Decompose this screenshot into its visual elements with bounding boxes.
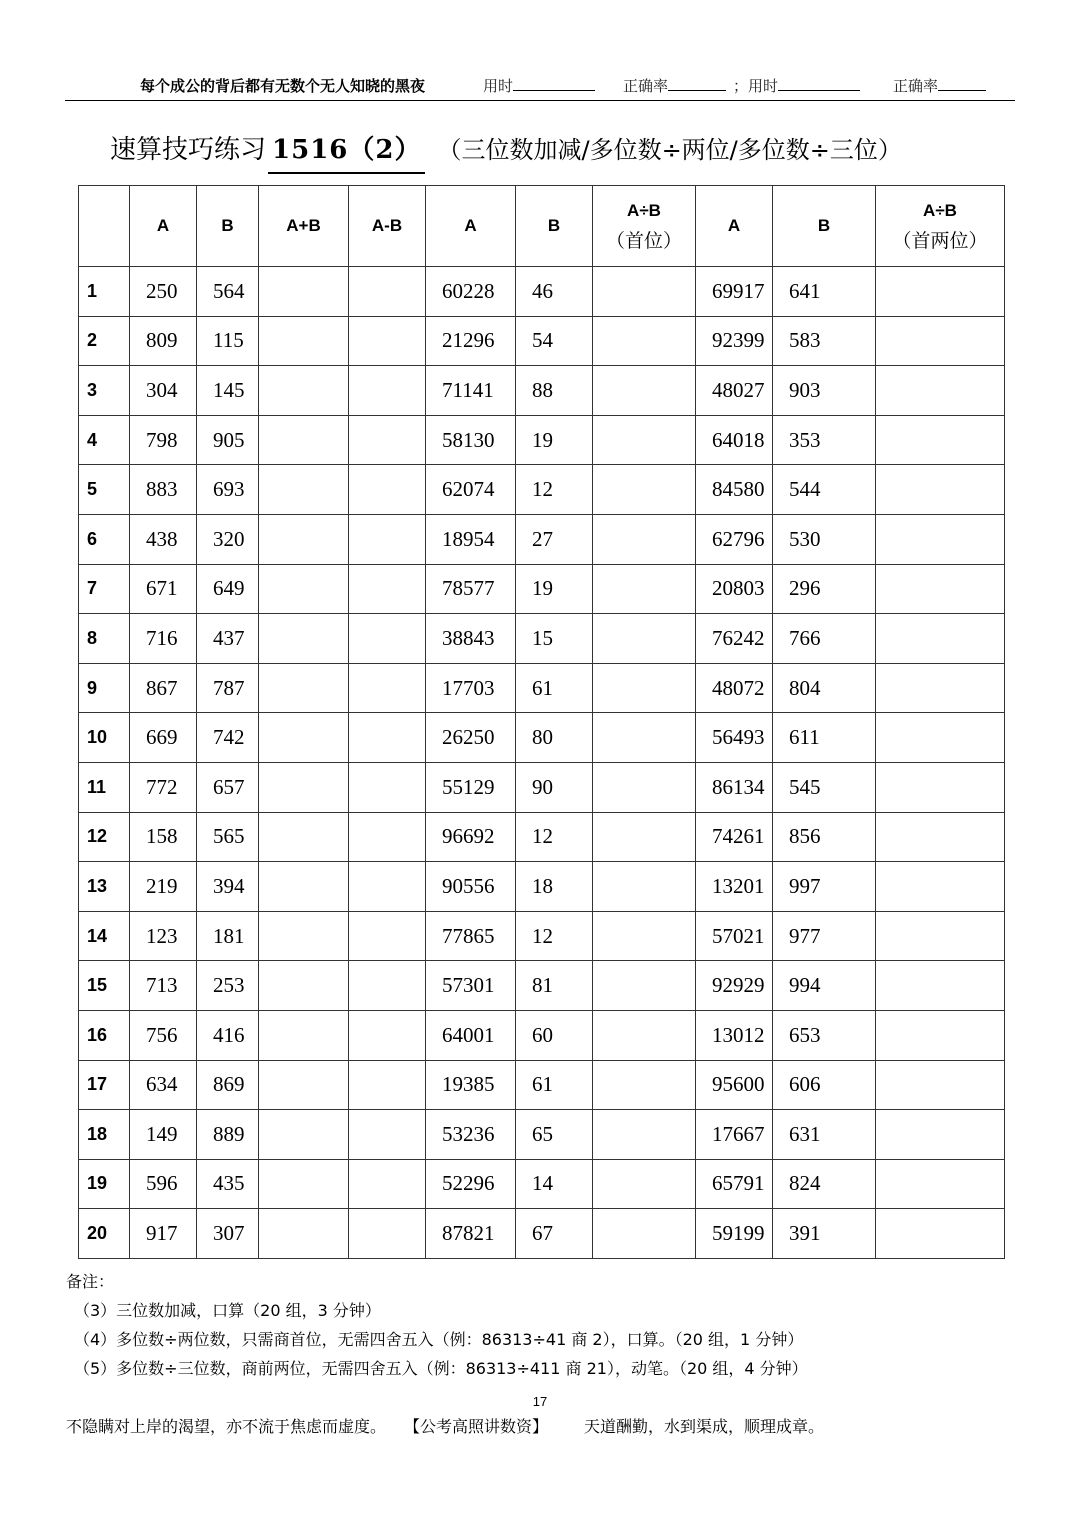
cell-quotient-answer[interactable] [593,862,696,912]
table-row [79,366,1005,416]
cell-a-2: 21296 [426,316,516,366]
time-blank-2[interactable] [778,72,860,91]
cell-sum-answer[interactable] [259,316,349,366]
cell-b-3: 544 [773,465,876,515]
table-row [79,1110,1005,1160]
row-index: 7 [79,564,130,614]
cell-a-2: 38843 [426,614,516,664]
cell-a-2: 26250 [426,713,516,763]
cell-a-3: 86134 [696,762,773,812]
time-blank-1[interactable] [513,72,595,91]
row-index: 6 [79,514,130,564]
cell-quotient-answer-2[interactable] [876,267,1005,317]
cell-b-3: 653 [773,1010,876,1060]
row-index: 18 [79,1110,130,1160]
cell-b-1: 649 [197,564,259,614]
cell-quotient-answer-2[interactable] [876,514,1005,564]
cell-a-2: 64001 [426,1010,516,1060]
cell-a-1: 867 [130,663,197,713]
cell-sum-answer[interactable] [259,1060,349,1110]
cell-a-3: 57021 [696,911,773,961]
table-row [79,316,1005,366]
cell-b-2: 90 [516,762,593,812]
note-line-4: （4）多位数÷两位数，只需商首位，无需四舍五入（例：86313÷41 商 2），口算。（20 组，1 分钟） [74,1330,804,1349]
cell-b-1: 435 [197,1159,259,1209]
cell-b-2: 19 [516,415,593,465]
cell-sum-answer[interactable] [259,1159,349,1209]
table-row [79,614,1005,664]
cell-a-3: 74261 [696,812,773,862]
cell-b-3: 977 [773,911,876,961]
cell-b-1: 145 [197,366,259,416]
cell-quotient-answer-2[interactable] [876,812,1005,862]
cell-quotient-answer-2[interactable] [876,465,1005,515]
notes-heading: 备注： [66,1272,115,1291]
cell-diff-answer[interactable] [349,316,426,366]
cell-b-1: 742 [197,713,259,763]
cell-sum-answer[interactable] [259,1110,349,1160]
cell-a-3: 64018 [696,415,773,465]
cell-a-1: 713 [130,961,197,1011]
cell-a-3: 48027 [696,366,773,416]
cell-quotient-answer-2[interactable] [876,614,1005,664]
accuracy-field-1 [623,72,726,100]
title-subtitle: （三位数加减/多位数÷两位/多位数÷三位） [437,136,902,164]
cell-a-2: 90556 [426,862,516,912]
time-field-2 [733,72,860,100]
cell-b-2: 81 [516,961,593,1011]
note-line-5: （5）多位数÷三位数，商前两位，无需四舍五入（例：86313÷411 商 21），动笔。（20 组，4 分钟） [74,1359,808,1378]
cell-a-3: 95600 [696,1060,773,1110]
cell-quotient-answer-2[interactable] [876,1209,1005,1259]
cell-b-3: 530 [773,514,876,564]
cell-quotient-answer-2[interactable] [876,1010,1005,1060]
cell-a-1: 634 [130,1060,197,1110]
cell-diff-answer[interactable] [349,366,426,416]
row-index: 14 [79,911,130,961]
header-quotient-label: A÷B [627,201,661,220]
cell-b-3: 804 [773,663,876,713]
table-row [79,663,1005,713]
cell-quotient-answer[interactable] [593,465,696,515]
cell-quotient-answer-2[interactable] [876,862,1005,912]
cell-diff-answer[interactable] [349,812,426,862]
accuracy-field-2 [893,72,986,100]
separator: ； [733,77,749,95]
cell-quotient-answer[interactable] [593,614,696,664]
cell-sum-answer[interactable] [259,1010,349,1060]
cell-b-2: 80 [516,713,593,763]
header-diff: A-B [349,186,426,267]
cell-b-3: 631 [773,1110,876,1160]
cell-sum-answer[interactable] [259,614,349,664]
cell-sum-answer[interactable] [259,267,349,317]
cell-sum-answer[interactable] [259,1209,349,1259]
cell-a-1: 438 [130,514,197,564]
header-index [79,186,130,267]
cell-a-2: 96692 [426,812,516,862]
cell-quotient-answer[interactable] [593,366,696,416]
accuracy-blank-2[interactable] [938,72,986,91]
cell-sum-answer[interactable] [259,911,349,961]
row-index: 12 [79,812,130,862]
notes-section [66,1267,808,1383]
header-motto: 每个成公的背后都有无数个无人知晓的黑夜 [140,77,426,95]
cell-quotient-answer[interactable] [593,564,696,614]
cell-b-2: 61 [516,663,593,713]
cell-a-3: 69917 [696,267,773,317]
header-a-3: A [696,186,773,267]
cell-diff-answer[interactable] [349,1209,426,1259]
row-index: 15 [79,961,130,1011]
cell-b-1: 307 [197,1209,259,1259]
cell-quotient-answer-2[interactable] [876,415,1005,465]
cell-b-3: 997 [773,862,876,912]
cell-a-1: 671 [130,564,197,614]
cell-quotient-answer[interactable] [593,762,696,812]
cell-quotient-answer-2[interactable] [876,713,1005,763]
cell-b-1: 889 [197,1110,259,1160]
cell-a-2: 87821 [426,1209,516,1259]
cell-quotient-answer-2[interactable] [876,663,1005,713]
header-b-3: B [773,186,876,267]
header-quotient-first-digit [593,186,696,267]
cell-a-3: 92399 [696,316,773,366]
cell-a-1: 772 [130,762,197,812]
footer-middle: 【公考高照讲数资】 [412,1417,549,1436]
cell-diff-answer[interactable] [349,267,426,317]
time-label-1: 用时 [483,77,514,95]
table-row [79,812,1005,862]
cell-sum-answer[interactable] [259,961,349,1011]
cell-quotient-answer-2[interactable] [876,366,1005,416]
cell-b-2: 54 [516,316,593,366]
cell-b-3: 856 [773,812,876,862]
cell-sum-answer[interactable] [259,514,349,564]
table-row [79,514,1005,564]
cell-sum-answer[interactable] [259,366,349,416]
cell-a-1: 123 [130,911,197,961]
cell-b-2: 65 [516,1110,593,1160]
cell-b-1: 657 [197,762,259,812]
cell-quotient-answer[interactable] [593,1060,696,1110]
cell-a-1: 304 [130,366,197,416]
page-title [110,128,902,174]
cell-quotient-answer-2[interactable] [876,1159,1005,1209]
cell-a-3: 17667 [696,1110,773,1160]
cell-b-1: 787 [197,663,259,713]
cell-quotient-answer-2[interactable] [876,1060,1005,1110]
cell-b-2: 27 [516,514,593,564]
row-index: 11 [79,762,130,812]
cell-quotient-answer[interactable] [593,1159,696,1209]
table-row [79,961,1005,1011]
cell-b-1: 564 [197,267,259,317]
cell-b-1: 869 [197,1060,259,1110]
row-index: 9 [79,663,130,713]
accuracy-blank-1[interactable] [668,72,726,91]
table-row [79,564,1005,614]
cell-a-1: 756 [130,1010,197,1060]
header-quotient-first-two [876,186,1005,267]
cell-a-3: 65791 [696,1159,773,1209]
cell-b-2: 12 [516,465,593,515]
cell-a-3: 76242 [696,614,773,664]
cell-quotient-answer[interactable] [593,713,696,763]
cell-diff-answer[interactable] [349,564,426,614]
cell-b-3: 994 [773,961,876,1011]
cell-diff-answer[interactable] [349,415,426,465]
cell-sum-answer[interactable] [259,415,349,465]
cell-b-3: 903 [773,366,876,416]
cell-a-2: 55129 [426,762,516,812]
accuracy-label-2: 正确率 [893,77,939,95]
cell-b-3: 391 [773,1209,876,1259]
cell-b-1: 905 [197,415,259,465]
table-row [79,415,1005,465]
cell-b-1: 253 [197,961,259,1011]
cell-a-2: 57301 [426,961,516,1011]
page-header [65,72,1015,101]
cell-quotient-answer[interactable] [593,911,696,961]
header-b-1: B [197,186,259,267]
cell-b-2: 19 [516,564,593,614]
cell-sum-answer[interactable] [259,862,349,912]
cell-a-2: 77865 [426,911,516,961]
cell-quotient-answer[interactable] [593,663,696,713]
cell-b-1: 320 [197,514,259,564]
time-label-2: 用时 [748,77,779,95]
cell-b-3: 545 [773,762,876,812]
cell-b-2: 67 [516,1209,593,1259]
cell-quotient-answer-2[interactable] [876,564,1005,614]
cell-diff-answer[interactable] [349,1010,426,1060]
cell-quotient-answer[interactable] [593,415,696,465]
cell-a-2: 78577 [426,564,516,614]
cell-a-3: 92929 [696,961,773,1011]
cell-diff-answer[interactable] [349,1060,426,1110]
cell-a-3: 20803 [696,564,773,614]
note-line-3: （3）三位数加减，口算（20 组，3 分钟） [74,1301,381,1320]
cell-quotient-answer[interactable] [593,1209,696,1259]
cell-b-3: 611 [773,713,876,763]
table-header-row [79,186,1005,267]
table-row [79,267,1005,317]
cell-quotient-answer[interactable] [593,1110,696,1160]
cell-b-1: 394 [197,862,259,912]
cell-sum-answer[interactable] [259,762,349,812]
cell-b-3: 353 [773,415,876,465]
header-a-1: A [130,186,197,267]
cell-a-1: 219 [130,862,197,912]
header-b-2: B [516,186,593,267]
cell-diff-answer[interactable] [349,514,426,564]
cell-a-3: 62796 [696,514,773,564]
cell-b-2: 88 [516,366,593,416]
cell-diff-answer[interactable] [349,762,426,812]
table-row [79,1209,1005,1259]
cell-quotient-answer-2[interactable] [876,762,1005,812]
cell-b-1: 565 [197,812,259,862]
row-index: 17 [79,1060,130,1110]
cell-quotient-answer-2[interactable] [876,961,1005,1011]
cell-b-3: 296 [773,564,876,614]
cell-quotient-answer[interactable] [593,514,696,564]
cell-b-1: 115 [197,316,259,366]
cell-a-3: 13201 [696,862,773,912]
table-row [79,713,1005,763]
header-sum: A+B [259,186,349,267]
row-index: 3 [79,366,130,416]
cell-quotient-answer[interactable] [593,961,696,1011]
row-index: 4 [79,415,130,465]
cell-a-3: 84580 [696,465,773,515]
cell-diff-answer[interactable] [349,961,426,1011]
cell-diff-answer[interactable] [349,1110,426,1160]
title-code: 1516（2） [268,128,425,174]
header-quotient-label-2: A÷B [923,201,957,220]
page-footer [66,1413,824,1441]
table-row [79,911,1005,961]
cell-a-1: 798 [130,415,197,465]
cell-a-2: 19385 [426,1060,516,1110]
table-row [79,1060,1005,1110]
cell-b-3: 641 [773,267,876,317]
cell-a-2: 18954 [426,514,516,564]
cell-b-3: 766 [773,614,876,664]
cell-quotient-answer[interactable] [593,316,696,366]
practice-table [78,185,1005,1259]
cell-b-2: 14 [516,1159,593,1209]
row-index: 5 [79,465,130,515]
cell-diff-answer[interactable] [349,663,426,713]
header-quotient-note-2: （首两位） [892,230,988,252]
cell-b-2: 15 [516,614,593,664]
cell-b-2: 12 [516,911,593,961]
cell-b-3: 606 [773,1060,876,1110]
row-index: 8 [79,614,130,664]
cell-b-1: 693 [197,465,259,515]
table-row [79,762,1005,812]
time-field-1 [483,72,595,100]
cell-a-1: 158 [130,812,197,862]
table-row [79,1010,1005,1060]
cell-a-3: 13012 [696,1010,773,1060]
cell-diff-answer[interactable] [349,713,426,763]
cell-sum-answer[interactable] [259,465,349,515]
cell-a-1: 669 [130,713,197,763]
cell-b-1: 181 [197,911,259,961]
cell-diff-answer[interactable] [349,614,426,664]
cell-a-2: 53236 [426,1110,516,1160]
row-index: 13 [79,862,130,912]
row-index: 16 [79,1010,130,1060]
cell-quotient-answer-2[interactable] [876,911,1005,961]
row-index: 1 [79,267,130,317]
page-number: 17 [532,1394,548,1409]
cell-a-2: 60228 [426,267,516,317]
cell-a-2: 58130 [426,415,516,465]
cell-a-1: 250 [130,267,197,317]
cell-b-1: 437 [197,614,259,664]
cell-a-1: 596 [130,1159,197,1209]
cell-diff-answer[interactable] [349,862,426,912]
cell-quotient-answer[interactable] [593,1010,696,1060]
cell-b-3: 583 [773,316,876,366]
header-a-2: A [426,186,516,267]
table-row [79,465,1005,515]
cell-a-3: 48072 [696,663,773,713]
footer-left: 不隐瞒对上岸的渴望，亦不流于焦虑而虚度。 [66,1417,387,1436]
cell-quotient-answer-2[interactable] [876,316,1005,366]
cell-quotient-answer[interactable] [593,812,696,862]
title-main: 速算技巧练习 [110,135,267,165]
row-index: 2 [79,316,130,366]
cell-quotient-answer-2[interactable] [876,1110,1005,1160]
cell-b-1: 416 [197,1010,259,1060]
cell-b-2: 12 [516,812,593,862]
cell-a-1: 917 [130,1209,197,1259]
cell-a-3: 56493 [696,713,773,763]
cell-b-3: 824 [773,1159,876,1209]
row-index: 10 [79,713,130,763]
cell-b-2: 60 [516,1010,593,1060]
cell-b-2: 18 [516,862,593,912]
row-index: 19 [79,1159,130,1209]
cell-b-2: 46 [516,267,593,317]
footer-right: 天道酬勤，水到渠成，顺理成章。 [584,1417,825,1436]
cell-a-1: 149 [130,1110,197,1160]
cell-a-1: 809 [130,316,197,366]
cell-a-2: 17703 [426,663,516,713]
table-row [79,1159,1005,1209]
cell-diff-answer[interactable] [349,911,426,961]
cell-a-2: 52296 [426,1159,516,1209]
table-row [79,862,1005,912]
cell-sum-answer[interactable] [259,713,349,763]
cell-a-1: 883 [130,465,197,515]
cell-a-1: 716 [130,614,197,664]
cell-a-2: 62074 [426,465,516,515]
header-quotient-note: （首位） [605,230,682,252]
cell-sum-answer[interactable] [259,663,349,713]
cell-b-2: 61 [516,1060,593,1110]
cell-a-3: 59199 [696,1209,773,1259]
cell-quotient-answer[interactable] [593,267,696,317]
cell-diff-answer[interactable] [349,465,426,515]
cell-diff-answer[interactable] [349,1159,426,1209]
cell-sum-answer[interactable] [259,812,349,862]
cell-a-2: 71141 [426,366,516,416]
accuracy-label-1: 正确率 [623,77,669,95]
row-index: 20 [79,1209,130,1259]
cell-sum-answer[interactable] [259,564,349,614]
